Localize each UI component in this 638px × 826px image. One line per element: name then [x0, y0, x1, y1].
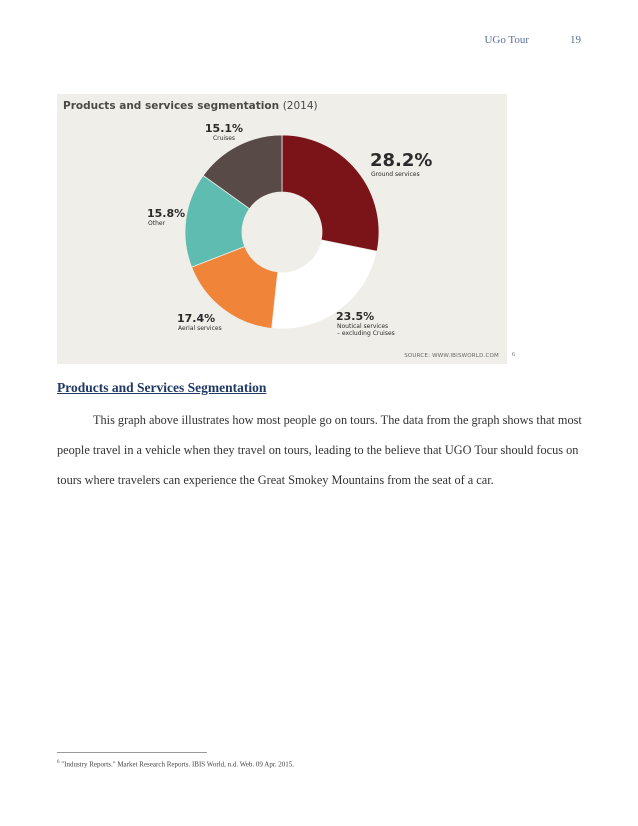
donut-chart	[57, 94, 507, 364]
page-header	[281, 34, 581, 52]
slice-value-label: 15.8%	[147, 207, 186, 220]
footnote-divider	[57, 752, 207, 753]
slice-category-label: Noutical services	[337, 323, 389, 330]
footnote-reference: 6	[512, 352, 515, 358]
slice-value-label: 17.4%	[177, 312, 216, 325]
slice-category-label: Aerial services	[178, 325, 222, 332]
slice-category-label: Cruises	[212, 135, 236, 142]
chart-source: SOURCE: WWW.IBISWORLD.COM	[404, 353, 499, 359]
slice-value-label: 15.1%	[204, 122, 244, 135]
section-heading: Products and Services Segmentation	[57, 380, 267, 395]
slice-category-label: Ground services	[371, 171, 420, 178]
page-number: 19	[570, 34, 581, 46]
slice-category-label: Other	[148, 220, 166, 227]
chart-figure	[57, 94, 507, 364]
footnote-number: 6	[57, 760, 60, 765]
footnote-text: "Industry Reports." Market Research Reports. IBIS World, n.d. Web. 09 Apr. 2015.	[61, 760, 295, 769]
pie-slice	[282, 135, 379, 251]
chart-title-year: (2014)	[282, 100, 318, 112]
running-title: UGo Tour	[484, 34, 529, 46]
footnote	[57, 760, 294, 768]
slice-category-label: – excluding Cruises	[337, 330, 395, 337]
slice-value-label: 28.2%	[370, 150, 433, 171]
slice-value-label: 23.5%	[336, 310, 375, 323]
body-paragraph: This graph above illustrates how most people go on tours. The data from the graph shows that most people travel in a vehicle when they travel on tours, leading to the believe that UGO Tour should focus on tours where travelers can experience the Great Smokey Mountains from the seat of a car.	[57, 413, 582, 487]
chart-title-text: Products and services segmentation	[63, 100, 280, 112]
